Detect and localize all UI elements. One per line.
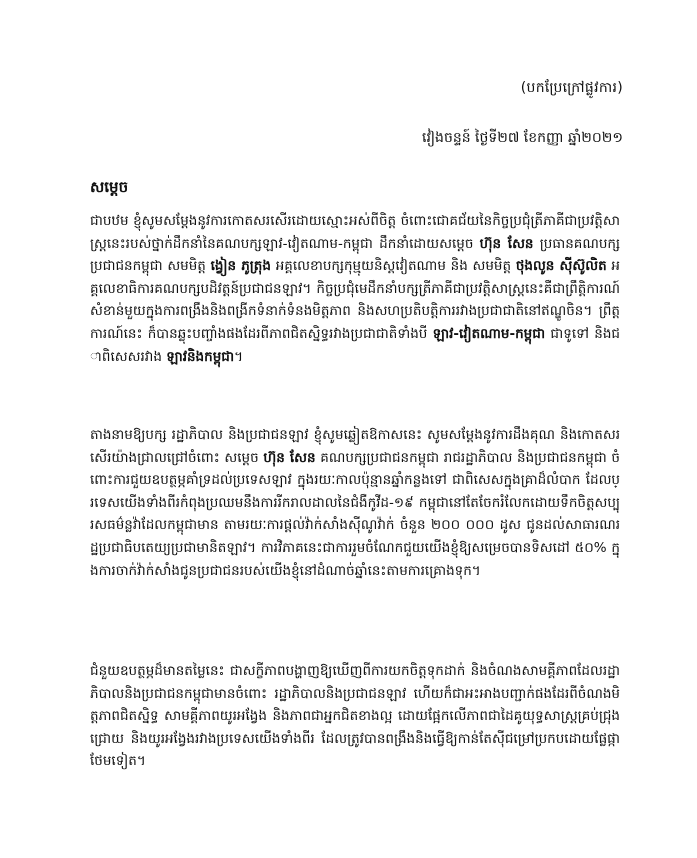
bold-name: ឡាវ-វៀតណាម-កម្ពុជា bbox=[432, 325, 546, 342]
bold-name: ឡាវនិងកម្ពុជា bbox=[166, 348, 235, 365]
text-run: ជាទូទៅ និងជាពិសេសរវាង bbox=[90, 325, 620, 365]
bold-name: ង្វៀន ភូត្រុង bbox=[210, 258, 271, 275]
text-run: ជំនួយឧបត្ថម្ភដ៏មានតម្លៃនេះ ជាសក្ខីភាពបង្ហាញឱ្យឃើញពីការយកចិត្តទុកដាក់ និងចំណងសាមគ្គីភាពដែលរដ្ឋាភិបាលនិងប្រជាជនកម្ពុជាមានចំពោះ រដ្ឋាភិបាលនិងប្រជាជនឡាវ ហើយក៏ជាអះអាងបញ្ជាក់ផងដែរពីចំណងមិត្តភាពជិតស្និទ្ធ សាមគ្គីភាពយូរអង្វែង និងភាពជាអ្នកជិតខាងល្អ ដោយផ្អែកលើភាពជាដៃគូយុទ្ធសាស្ត្រគ្រប់ជ្រុងជ្រោយ និងយូរអង្វែងរវាងប្រទេសយើងទាំងពីរ ដែលត្រូវបានពង្រឹងនិងធ្វើឱ្យកាន់តែស៊ីជម្រៅប្រកបដោយផ្លែផ្កាថែមទៀត។ bbox=[90, 663, 620, 770]
text-run: តាងនាមឱ្យបក្ស រដ្ឋាភិបាល និងប្រជាជនឡាវ ខ្ញុំសូមឆ្លៀតឱកាសនេះ សូមសម្តែងនូវការដឹងគុណ និងកោតសរសើរយ៉ាងជ្រាលជ្រៅចំពោះ សម្តេច bbox=[90, 427, 620, 466]
date-line: វៀងចន្ទន៍ ថ្ងៃទី២៧ ខែកញ្ញា ឆ្នាំ២០២១ bbox=[422, 130, 623, 146]
text-run: គណបក្សប្រជាជនកម្ពុជា រាជរដ្ឋាភិបាល និងប្រជាជនកម្ពុជា ចំពោះការជួយឧបត្ថម្ភគាំទ្រដល់ប្រទេសឡាវ ក្នុងរយៈកាលប៉ុន្មានឆ្នាំកន្លងទៅ ជាពិសេសក្នុងគ្រាដ៏លំបាក ដែលប្រទេសយើងទាំងពីរកំពុងប្រឈមនឹងការរីករាលដាលនៃជំងឺកូវីដ-១៩ កម្ពុជានៅតែចែករំលែកដោយទឹកចិត្តសប្បុរសធម៌ន្លវ៉ាដែលកម្ពុជាមាន តាមរយៈការផ្តល់វ៉ាក់សាំងស៊ីណូវ៉ាក់ ចំនួន ២០០ ០០០ ដូស ជូនដល់សាធារណរដ្ឋប្រជាធិបតេយ្យប្រជាមានិតឡាវ។ ការវិភាគនេះជាការរួមចំណែកជួយយើងខ្ញុំឱ្យសម្រេចបានទិសដៅ ៥០% ក្នុងការចាក់វ៉ាក់សាំងជូនប្រជាជនរបស់យើងខ្ញុំនៅដំណាច់ឆ្នាំនេះតាមការគ្រោងទុក។ bbox=[90, 449, 620, 579]
paragraph-3 bbox=[90, 660, 620, 773]
translation-note: (បកប្រែក្រៅផ្លូវការ) bbox=[520, 80, 623, 96]
paragraph-1 bbox=[90, 210, 620, 368]
text-run: ប្រធានគណបក្សប្រជាជនកម្ពុជា សមមិត្ត bbox=[90, 235, 621, 275]
bold-name: ហ៊ុន សែន bbox=[263, 449, 316, 466]
bold-name: ហ៊ុន សែន bbox=[479, 235, 534, 252]
text-run: អគ្គលេខាបក្សកុម្មុយនិស្តវៀតណាម និង សមមិត្ត bbox=[270, 258, 516, 275]
paragraph-2 bbox=[90, 424, 620, 582]
text-run: ។ bbox=[234, 348, 244, 365]
bold-name: ថុងលូន ស៊ីស៊ូលិត bbox=[515, 258, 607, 275]
text-run: អគ្គលេខាធិការគណបក្សបដិវត្តន៍ប្រជាជនឡាវ។ កិច្ចប្រជុំមេដឹកនាំបក្សត្រីភាគីជាប្រវត្តិសាស្ត្រនេះគឺជាព្រឹត្តិការណ៍សំខាន់មួយក្នុងការពង្រឹងនិងពង្រីកទំនាក់ទំនងមិត្តភាព និងសហប្រតិបត្តិការរវាងប្រជាជាតិនៅឥណ្ឌូចិន។ ព្រឹត្តការណ៍នេះ ក៏បានឆ្លុះបញ្ចាំងផងដែរពីភាពជិតស្និទ្ធរវាងប្រជាជាតិទាំងបី bbox=[90, 258, 620, 342]
salutation: សម្តេច bbox=[90, 178, 129, 196]
text-run: ជាបឋម ខ្ញុំសូមសម្តែងនូវការកោតសរសើរដោយស្មោះអស់ពីចិត្ត ចំពោះជោគជ័យនៃកិច្ចប្រជុំត្រីភាគីជាប្រវត្តិសាស្ត្រនេះរបស់ថ្នាក់ដឹកនាំនៃគណបក្សឡាវ-វៀតណាម-កម្ពុជា ដឹកនាំដោយសម្តេច bbox=[90, 213, 620, 252]
